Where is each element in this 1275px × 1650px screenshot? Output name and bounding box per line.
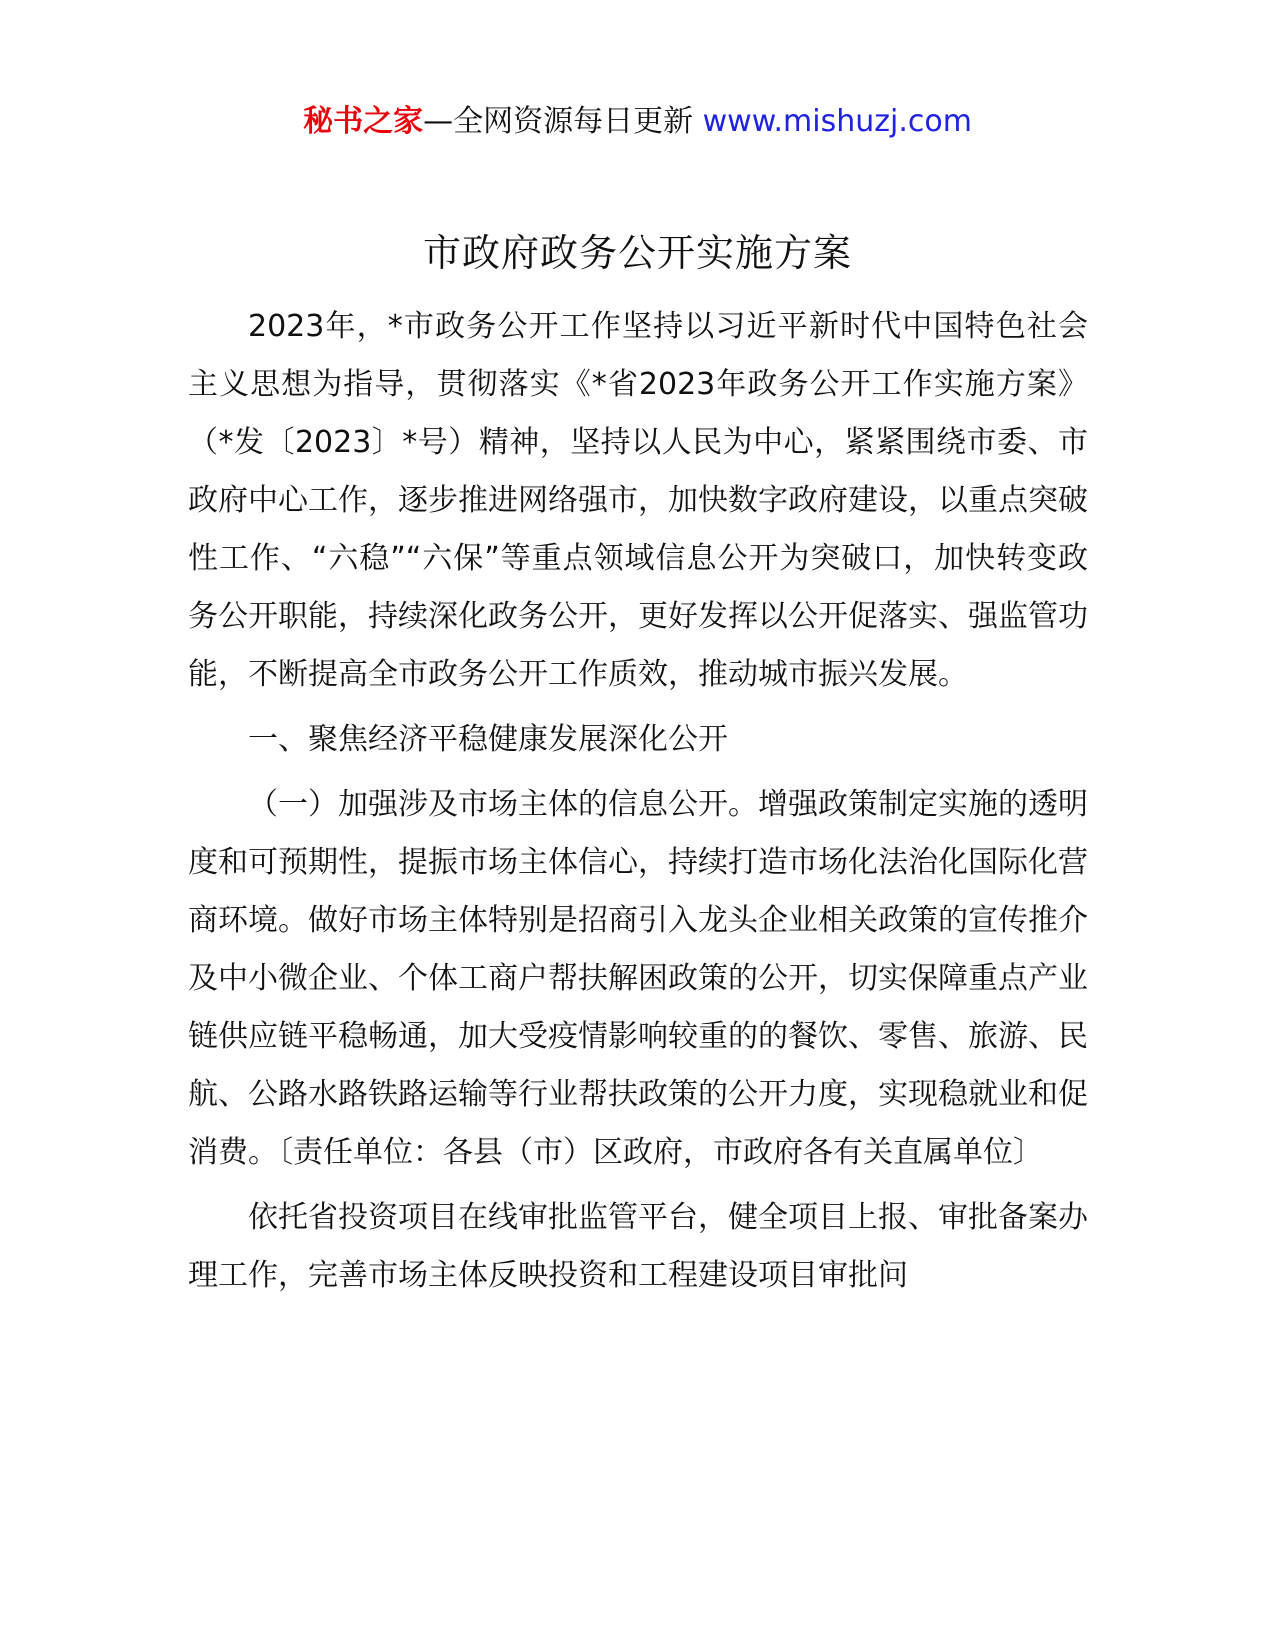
body-paragraph: 依托省投资项目在线审批监管平台，健全项目上报、审批备案办理工作，完善市场主体反映投资和工程建设项目审批问 — [188, 1200, 1088, 1293]
banner-tagline: —全网资源每日更新 — [423, 104, 694, 139]
document-title: 市政府政务公开实施方案 — [422, 231, 852, 275]
site-url-link[interactable]: www.mishuzj.com — [702, 104, 972, 139]
subsection-paragraph-1: （一）加强涉及市场主体的信息公开。增强政策制定实施的透明度和可预期性，提振市场主体信心，持续打造市场化法治化国际化营商环境。做好市场主体特别是招商引入龙头企业相关政策的宣传推介及中小微企业、个体工商户帮扶解困政策的公开，切实保障重点产业链供应链平稳畅通，加大受疫情影响较重的的餐饮、零售、旅游、民航、公路水路铁路运输等行业帮扶政策的公开力度，实现稳就业和促消费。〔责任单位：各县（市）区政府，市政府各有关直属单位〕 — [188, 787, 1088, 1170]
document-body — [188, 298, 1088, 1312]
section-heading-1: 一、聚焦经济平稳健康发展深化公开 — [248, 722, 728, 757]
intro-paragraph: 2023年，*市政务公开工作坚持以习近平新时代中国特色社会主义思想为指导，贯彻落实《*省2023年政务公开工作实施方案》（*发〔2023〕*号）精神，坚持以人民为中心，紧紧围绕市委、市政府中心工作，逐步推进网络强市，加快数字政府建设，以重点突破性工作、“六稳”“六保”等重点领域信息公开为突破口，加快转变政务公开职能，持续深化政务公开，更好发挥以公开促落实、强监管功能，不断提高全市政务公开工作质效，推动城市振兴发展。 — [188, 309, 1088, 692]
site-banner — [0, 100, 1275, 144]
brand-name: 秘书之家 — [303, 104, 424, 139]
